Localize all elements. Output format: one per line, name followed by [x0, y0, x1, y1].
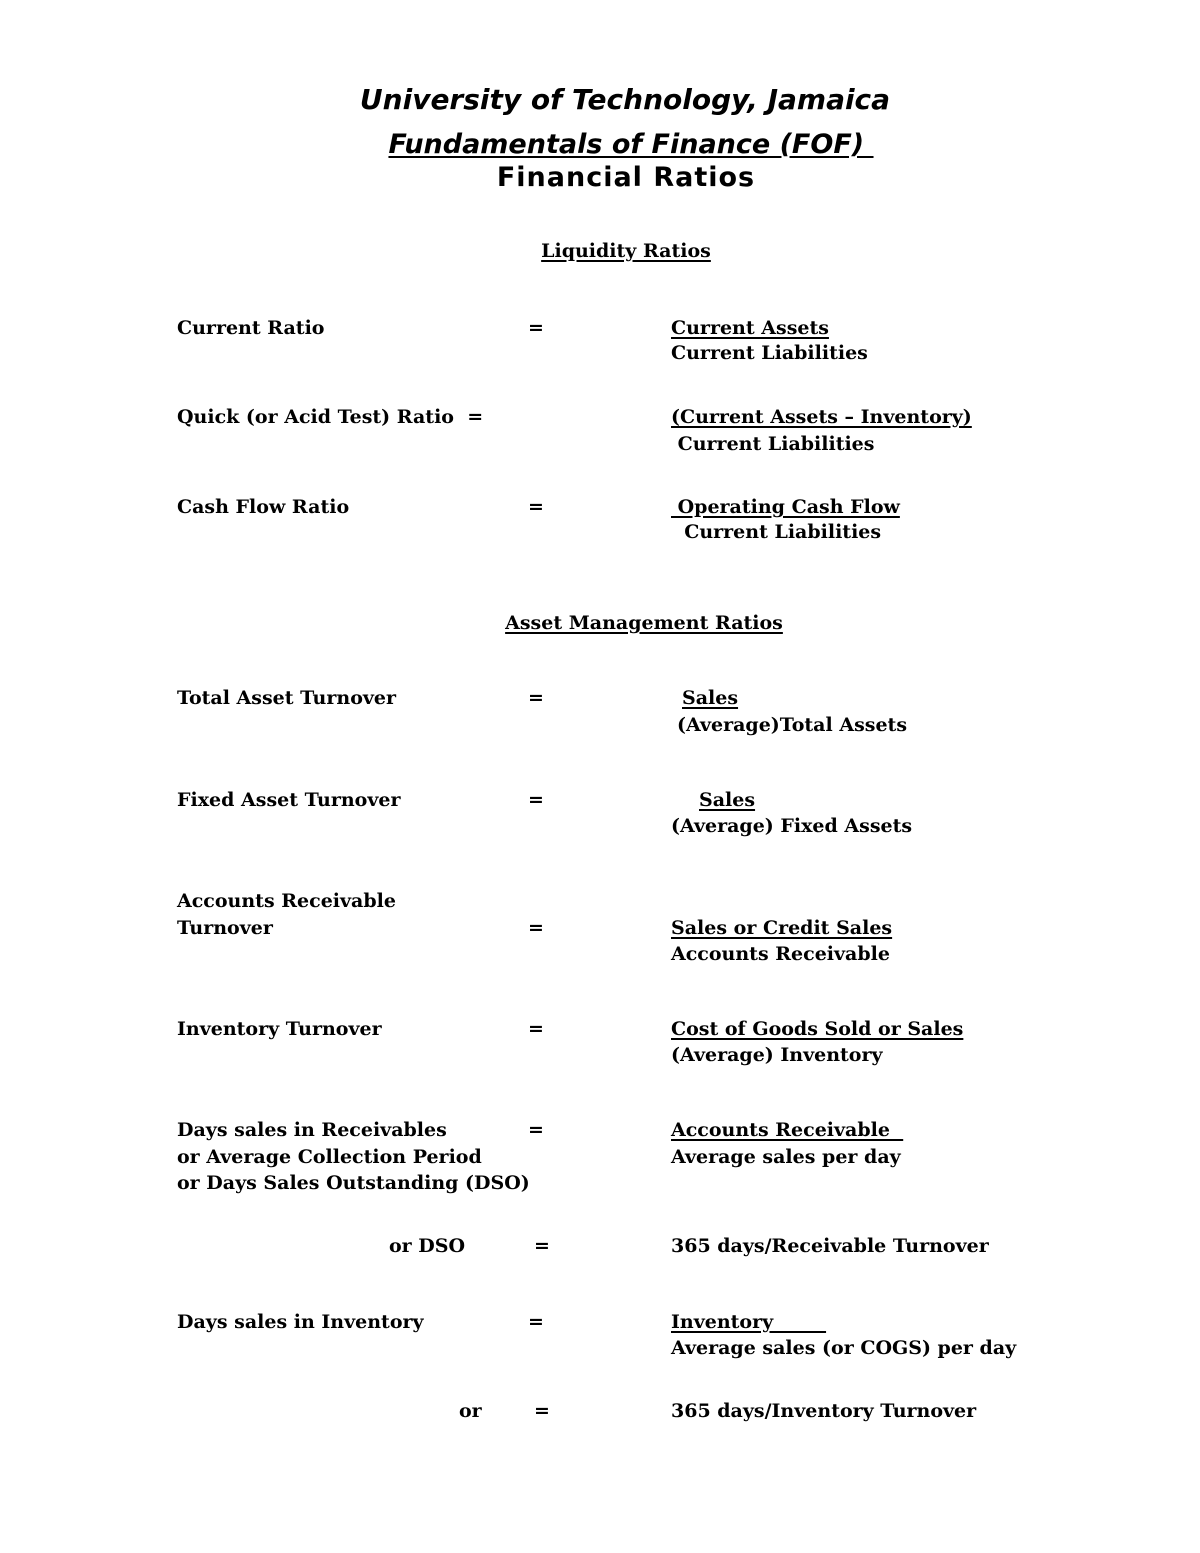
- receivable-turnover-numerator: Sales or Credit Sales: [671, 917, 893, 939]
- total-asset-turnover-numerator: Sales: [682, 687, 739, 709]
- days-inventory-alt-formula: 365 days/Inventory Turnover: [671, 1400, 977, 1422]
- receivable-turnover-denominator: Accounts Receivable: [671, 943, 890, 965]
- cash-flow-ratio-label: Cash Flow Ratio: [177, 496, 350, 518]
- dso-label-line3: or Days Sales Outstanding (DSO): [177, 1172, 530, 1194]
- equals-sign: =: [528, 496, 544, 518]
- quick-ratio-label: Quick (or Acid Test) Ratio =: [177, 406, 484, 428]
- days-inventory-numerator: Inventory: [671, 1311, 827, 1333]
- total-asset-turnover-denominator: (Average)Total Assets: [677, 714, 908, 736]
- liquidity-heading: Liquidity Ratios: [541, 240, 711, 262]
- asset-management-heading: Asset Management Ratios: [505, 612, 783, 634]
- dso-alt-label: or DSO: [389, 1235, 466, 1257]
- equals-sign: =: [528, 1311, 544, 1333]
- document-title: Financial Ratios: [496, 162, 756, 193]
- days-inventory-denominator: Average sales (or COGS) per day: [671, 1337, 1017, 1359]
- dso-alt-formula: 365 days/Receivable Turnover: [671, 1235, 989, 1257]
- quick-ratio-numerator: (Current Assets – Inventory): [671, 406, 972, 428]
- cash-flow-ratio-numerator: Operating Cash Flow: [671, 496, 900, 518]
- cash-flow-ratio-denominator: Current Liabilities: [671, 521, 882, 543]
- equals-sign: =: [534, 1235, 550, 1257]
- receivable-turnover-label-line2: Turnover: [177, 917, 273, 939]
- equals-sign: =: [528, 1119, 544, 1141]
- dso-label-line1: Days sales in Receivables: [177, 1119, 447, 1141]
- inventory-turnover-numerator: Cost of Goods Sold or Sales: [671, 1018, 964, 1040]
- fixed-asset-turnover-denominator: (Average) Fixed Assets: [671, 815, 913, 837]
- total-asset-turnover-label: Total Asset Turnover: [177, 687, 397, 709]
- equals-sign: =: [528, 789, 544, 811]
- equals-sign: =: [534, 1400, 550, 1422]
- fixed-asset-turnover-label: Fixed Asset Turnover: [177, 789, 401, 811]
- inventory-turnover-label: Inventory Turnover: [177, 1018, 382, 1040]
- days-inventory-alt-label: or: [459, 1400, 482, 1422]
- course-title: Fundamentals of Finance (FOF): [388, 129, 874, 160]
- dso-label-line2: or Average Collection Period: [177, 1146, 482, 1168]
- receivable-turnover-label-line1: Accounts Receivable: [177, 890, 396, 912]
- equals-sign: =: [528, 917, 544, 939]
- dso-denominator: Average sales per day: [671, 1146, 901, 1168]
- current-ratio-denominator: Current Liabilities: [671, 342, 868, 364]
- current-ratio-numerator: Current Assets: [671, 317, 829, 339]
- inventory-turnover-denominator: (Average) Inventory: [671, 1044, 883, 1066]
- equals-sign: =: [528, 317, 544, 339]
- days-inventory-label: Days sales in Inventory: [177, 1311, 424, 1333]
- equals-sign: =: [528, 687, 544, 709]
- institution-title: University of Technology, Jamaica: [359, 83, 891, 116]
- fixed-asset-turnover-numerator: Sales: [699, 789, 756, 811]
- dso-numerator: Accounts Receivable: [671, 1119, 904, 1141]
- quick-ratio-denominator: Current Liabilities: [671, 433, 875, 455]
- equals-sign: =: [528, 1018, 544, 1040]
- current-ratio-label: Current Ratio: [177, 317, 325, 339]
